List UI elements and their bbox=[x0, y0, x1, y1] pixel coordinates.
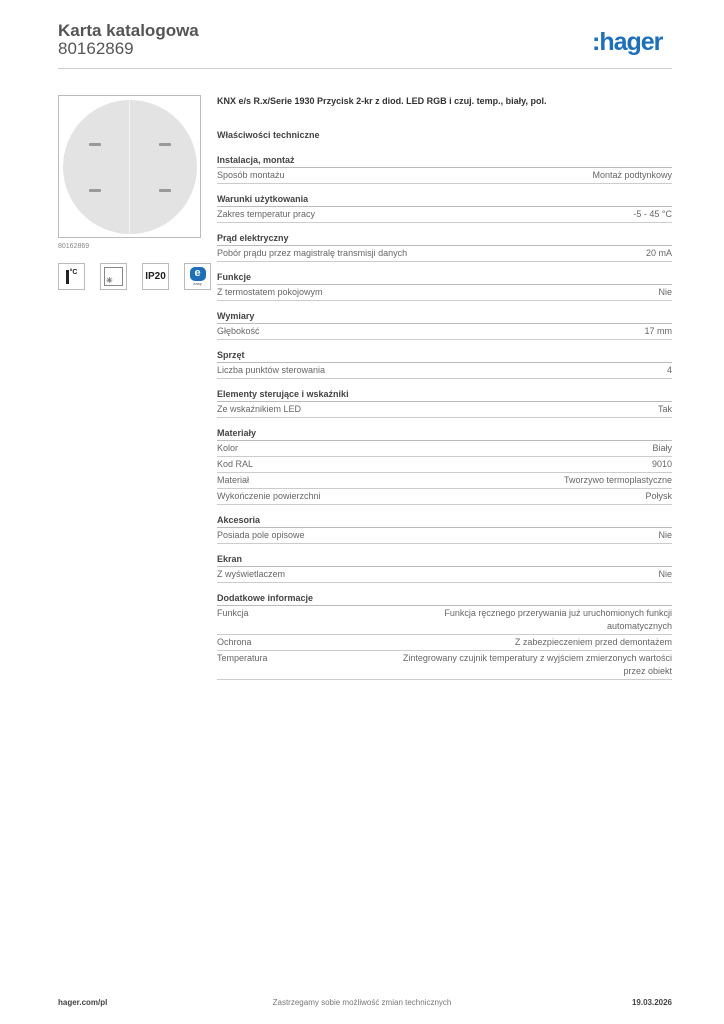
spec-label: Wykończenie powierzchni bbox=[217, 491, 321, 501]
spec-value: 9010 bbox=[651, 459, 672, 469]
spec-row bbox=[217, 528, 672, 544]
spec-label: Pobór prądu przez magistralę transmisji danych bbox=[217, 248, 408, 258]
spec-value: Tworzywo termoplastyczne bbox=[563, 475, 672, 485]
spec-group bbox=[217, 591, 672, 680]
spec-row bbox=[217, 363, 672, 379]
spec-group bbox=[217, 270, 672, 301]
spec-group-title: Ekran bbox=[217, 552, 672, 567]
spec-group-title: Sprzęt bbox=[217, 348, 672, 363]
spec-row bbox=[217, 457, 672, 473]
spec-value: Nie bbox=[658, 569, 672, 579]
easy-icon: e easy bbox=[184, 263, 211, 290]
product-image bbox=[58, 95, 201, 238]
footer-date: 19.03.2026 bbox=[631, 998, 672, 1007]
spec-group bbox=[217, 552, 672, 583]
spec-row bbox=[217, 635, 672, 651]
spec-row bbox=[217, 402, 672, 418]
spec-value: Nie bbox=[658, 530, 672, 540]
spec-group-title: Wymiary bbox=[217, 309, 672, 324]
thermometer-icon: °C bbox=[58, 263, 85, 290]
section-title: Właściwości techniczne bbox=[217, 130, 320, 140]
spec-group bbox=[217, 387, 672, 418]
spec-value: Funkcja ręcznego przerywania już uruchomionych funkcji automatycznych bbox=[444, 608, 672, 631]
specifications bbox=[217, 96, 672, 680]
spec-group bbox=[217, 348, 672, 379]
spec-row bbox=[217, 567, 672, 583]
spec-group-title: Funkcje bbox=[217, 270, 672, 285]
spec-group bbox=[217, 309, 672, 340]
hager-logo: :hager bbox=[592, 28, 663, 56]
spec-value: Z zabezpieczeniem przed demontażem bbox=[514, 637, 672, 647]
footer-website-link[interactable]: hager.com/pl bbox=[58, 998, 108, 1007]
led-indicator bbox=[89, 189, 101, 192]
spec-group-title: Dodatkowe informacje bbox=[217, 591, 672, 606]
spec-row bbox=[217, 246, 672, 262]
spec-value: Nie bbox=[658, 287, 672, 297]
spec-label: Funkcja bbox=[217, 608, 249, 618]
spec-value: Biały bbox=[652, 443, 672, 453]
spec-label: Ochrona bbox=[217, 637, 252, 647]
ip20-icon: IP20 bbox=[142, 263, 169, 290]
spec-value: Zintegrowany czujnik temperatury z wyjściem zmierzonych wartości przez obiekt bbox=[402, 653, 672, 676]
spec-group-title: Prąd elektryczny bbox=[217, 231, 672, 246]
article-number: 80162869 bbox=[58, 39, 134, 58]
spec-value: Montaż podtynkowy bbox=[592, 170, 672, 180]
spec-groups bbox=[217, 153, 672, 680]
spec-label: Ze wskaźnikiem LED bbox=[217, 404, 302, 414]
spec-group-title: Instalacja, montaż bbox=[217, 153, 672, 168]
led-indicator bbox=[159, 189, 171, 192]
spec-group bbox=[217, 153, 672, 184]
led-indicator bbox=[89, 143, 101, 146]
spec-row bbox=[217, 441, 672, 457]
spec-label: Z wyświetlaczem bbox=[217, 569, 286, 579]
spec-group bbox=[217, 513, 672, 544]
rocker-split bbox=[129, 100, 130, 234]
spec-label: Zakres temperatur pracy bbox=[217, 209, 316, 219]
feature-icons bbox=[58, 263, 211, 290]
spec-label: Materiał bbox=[217, 475, 250, 485]
spec-group-title: Elementy sterujące i wskaźniki bbox=[217, 387, 672, 402]
spec-group-title: Warunki użytkowania bbox=[217, 192, 672, 207]
spec-label: Posiada pole opisowe bbox=[217, 530, 305, 540]
header-divider bbox=[58, 68, 672, 69]
spec-row bbox=[217, 324, 672, 340]
spec-label: Sposób montażu bbox=[217, 170, 285, 180]
image-caption: 80162869 bbox=[58, 243, 90, 250]
spec-group bbox=[217, 192, 672, 223]
spec-label: Kolor bbox=[217, 443, 239, 453]
spec-group bbox=[217, 426, 672, 505]
spec-row bbox=[217, 207, 672, 223]
page-title: Karta katalogowa bbox=[58, 21, 199, 40]
spec-row bbox=[217, 606, 672, 635]
spec-row bbox=[217, 489, 672, 505]
spec-label: Głębokość bbox=[217, 326, 260, 336]
spec-value: 17 mm bbox=[644, 326, 672, 336]
spec-label: Temperatura bbox=[217, 653, 268, 663]
spec-row bbox=[217, 168, 672, 184]
spec-value: -5 - 45 °C bbox=[633, 209, 672, 219]
footer-disclaimer: Zastrzegamy sobie możliwość zmian technicznych bbox=[272, 998, 452, 1007]
spec-group-title: Materiały bbox=[217, 426, 672, 441]
spec-label: Kod RAL bbox=[217, 459, 254, 469]
spec-group bbox=[217, 231, 672, 262]
spec-row bbox=[217, 651, 672, 680]
product-title: KNX e/s R.x/Serie 1930 Przycisk 2-kr z diod. LED RGB i czuj. temp., biały, pol. bbox=[217, 96, 547, 106]
spec-row bbox=[217, 473, 672, 489]
push-button-disc bbox=[63, 100, 197, 234]
spec-value: 4 bbox=[666, 365, 672, 375]
spec-row bbox=[217, 285, 672, 301]
spec-group-title: Akcesoria bbox=[217, 513, 672, 528]
spec-value: Tak bbox=[657, 404, 672, 414]
spec-value: 20 mA bbox=[645, 248, 672, 258]
led-indicator bbox=[159, 143, 171, 146]
spec-label: Liczba punktów sterowania bbox=[217, 365, 326, 375]
light-sensor-icon: ✳ bbox=[100, 263, 127, 290]
spec-value: Połysk bbox=[645, 491, 672, 501]
spec-label: Z termostatem pokojowym bbox=[217, 287, 323, 297]
